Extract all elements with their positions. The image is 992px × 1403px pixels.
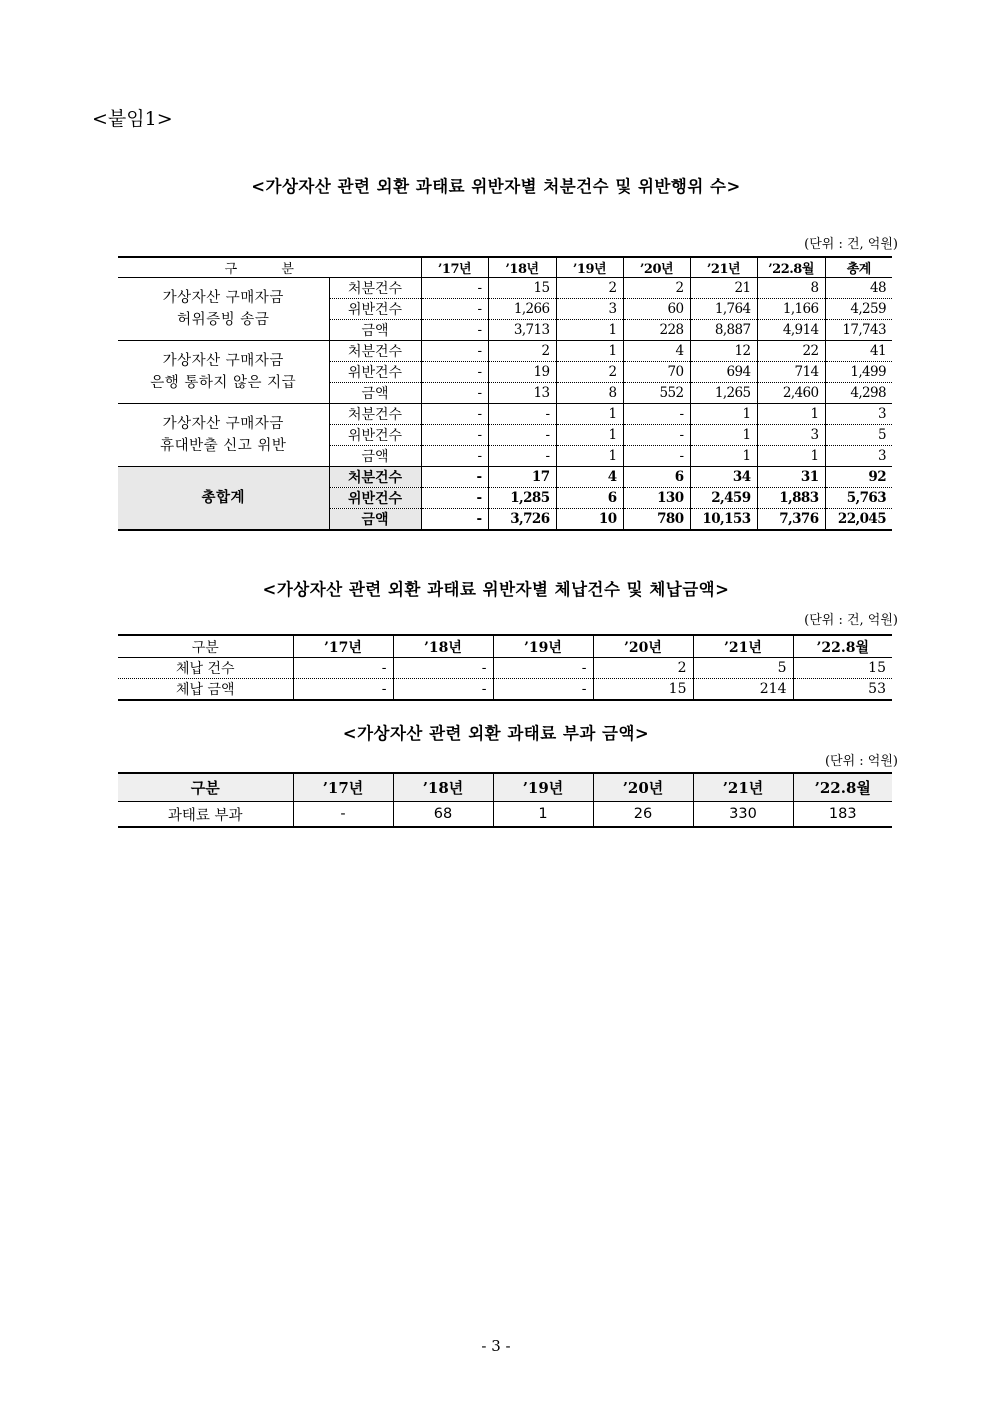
value-cell: 8,887: [690, 320, 757, 341]
value-cell: 53: [793, 679, 892, 701]
value-cell: 5: [693, 658, 793, 679]
value-cell: 1: [556, 425, 623, 446]
value-cell: 5: [825, 425, 892, 446]
group-label-line1: 가상자산 구매자금: [162, 290, 284, 306]
table2-arrears: [118, 634, 892, 701]
value-cell: 70: [623, 362, 690, 383]
value-cell: -: [421, 362, 488, 383]
value-cell: 780: [623, 509, 690, 531]
metric-label: 처분건수: [329, 404, 421, 425]
value-cell: -: [293, 679, 393, 701]
metric-label: 위반건수: [329, 299, 421, 320]
table3-header-year: ’18년: [393, 773, 493, 802]
table2-header-category: 구분: [118, 635, 293, 658]
value-cell: 8: [757, 278, 825, 299]
table2-title: <가상자산 관련 외환 과태료 위반자별 체납건수 및 체납금액>: [262, 580, 730, 599]
value-cell: 1: [690, 404, 757, 425]
value-cell: -: [393, 679, 493, 701]
value-cell: 1: [690, 425, 757, 446]
attachment-label: <붙임1>: [92, 108, 173, 130]
value-cell: -: [421, 509, 488, 531]
table1-header-row: [118, 257, 892, 278]
value-cell: 4: [556, 467, 623, 488]
value-cell: 1: [556, 446, 623, 467]
group-label: [118, 341, 329, 404]
value-cell: 60: [623, 299, 690, 320]
metric-label: 금액: [329, 509, 421, 531]
value-cell: -: [421, 404, 488, 425]
value-cell: 8: [556, 383, 623, 404]
value-cell: 1: [690, 446, 757, 467]
value-cell: -: [421, 320, 488, 341]
table1-title: <가상자산 관련 외환 과태료 위반자별 처분건수 및 위반행위 수>: [251, 177, 741, 196]
value-cell: 4,298: [825, 383, 892, 404]
value-cell: 15: [593, 679, 693, 701]
value-cell: 92: [825, 467, 892, 488]
table1-header-year: ’21년: [690, 257, 757, 278]
value-cell: -: [488, 404, 556, 425]
table-row: [118, 278, 892, 299]
value-cell: 130: [623, 488, 690, 509]
table3-header-year: ’19년: [493, 773, 593, 802]
metric-label: 처분건수: [329, 467, 421, 488]
value-cell: -: [421, 488, 488, 509]
value-cell: 1,266: [488, 299, 556, 320]
metric-label: 위반건수: [329, 425, 421, 446]
metric-label: 금액: [329, 446, 421, 467]
table3-title: <가상자산 관련 외환 과태료 부과 금액>: [342, 724, 650, 743]
value-cell: 4,259: [825, 299, 892, 320]
value-cell: 10,153: [690, 509, 757, 531]
table3-header-year: ’22.8월: [793, 773, 892, 802]
value-cell: 12: [690, 341, 757, 362]
value-cell: 48: [825, 278, 892, 299]
group-label-line1: 가상자산 구매자금: [162, 353, 284, 369]
group-label: [118, 404, 329, 467]
value-cell: -: [421, 383, 488, 404]
table1-unit: (단위 : 건, 억원): [804, 237, 898, 252]
value-cell: 1: [556, 404, 623, 425]
value-cell: 1: [493, 802, 593, 828]
value-cell: 1: [757, 446, 825, 467]
table3-header-row: [118, 773, 892, 802]
value-cell: -: [623, 425, 690, 446]
table2-unit: (단위 : 건, 억원): [804, 613, 898, 628]
value-cell: 41: [825, 341, 892, 362]
value-cell: 6: [556, 488, 623, 509]
value-cell: -: [293, 658, 393, 679]
value-cell: 26: [593, 802, 693, 828]
table1-header-category: 구 분: [118, 257, 421, 278]
table1-header-total: 총계: [825, 257, 892, 278]
group-label: [118, 278, 329, 341]
value-cell: -: [421, 425, 488, 446]
row-label: 과태료 부과: [167, 807, 243, 824]
row-label: 체납 금액: [175, 682, 235, 698]
value-cell: 68: [393, 802, 493, 828]
value-cell: 1: [556, 320, 623, 341]
table2-header-year: ’22.8월: [793, 635, 892, 658]
value-cell: -: [493, 658, 593, 679]
value-cell: 714: [757, 362, 825, 383]
value-cell: 15: [488, 278, 556, 299]
group-label-line1: 가상자산 구매자금: [162, 416, 284, 432]
value-cell: 228: [623, 320, 690, 341]
value-cell: 10: [556, 509, 623, 531]
value-cell: 1,883: [757, 488, 825, 509]
value-cell: 17: [488, 467, 556, 488]
value-cell: 3,713: [488, 320, 556, 341]
metric-label: 금액: [329, 383, 421, 404]
table2-header-year: ’19년: [493, 635, 593, 658]
table3-header-year: ’20년: [593, 773, 693, 802]
value-cell: 2: [593, 658, 693, 679]
table2-header-row: [118, 635, 892, 658]
table1-header-year: ’17년: [421, 257, 488, 278]
value-cell: -: [421, 299, 488, 320]
value-cell: 2: [556, 362, 623, 383]
group-label: [118, 467, 329, 531]
value-cell: 183: [793, 802, 892, 828]
metric-label: 금액: [329, 320, 421, 341]
value-cell: 4,914: [757, 320, 825, 341]
value-cell: 694: [690, 362, 757, 383]
value-cell: -: [293, 802, 393, 828]
value-cell: 5,763: [825, 488, 892, 509]
table-row: [118, 404, 892, 425]
group-label-line1: 총합계: [201, 489, 246, 506]
value-cell: -: [623, 446, 690, 467]
group-label-line2: 휴대반출 신고 위반: [160, 438, 287, 454]
value-cell: -: [421, 341, 488, 362]
value-cell: -: [421, 446, 488, 467]
table3-unit: (단위 : 억원): [824, 754, 898, 769]
table1-header-year: ’20년: [623, 257, 690, 278]
group-label-line2: 허위증빙 송금: [177, 312, 270, 328]
table3-header-year: ’17년: [293, 773, 393, 802]
value-cell: 214: [693, 679, 793, 701]
value-cell: 3,726: [488, 509, 556, 531]
page-number: - 3 -: [481, 1337, 511, 1355]
value-cell: 2,459: [690, 488, 757, 509]
value-cell: 2,460: [757, 383, 825, 404]
value-cell: 1,285: [488, 488, 556, 509]
value-cell: 6: [623, 467, 690, 488]
metric-label: 처분건수: [329, 278, 421, 299]
value-cell: 7,376: [757, 509, 825, 531]
value-cell: 22,045: [825, 509, 892, 531]
value-cell: 2: [623, 278, 690, 299]
value-cell: -: [488, 425, 556, 446]
value-cell: 34: [690, 467, 757, 488]
value-cell: 13: [488, 383, 556, 404]
value-cell: 15: [793, 658, 892, 679]
value-cell: -: [488, 446, 556, 467]
value-cell: 552: [623, 383, 690, 404]
value-cell: 1,166: [757, 299, 825, 320]
table2-header-year: ’20년: [593, 635, 693, 658]
value-cell: -: [393, 658, 493, 679]
value-cell: -: [623, 404, 690, 425]
value-cell: 19: [488, 362, 556, 383]
value-cell: 2: [488, 341, 556, 362]
value-cell: 17,743: [825, 320, 892, 341]
value-cell: -: [493, 679, 593, 701]
value-cell: 4: [623, 341, 690, 362]
table1-header-year: ’22.8월: [757, 257, 825, 278]
row-label: 체납 건수: [118, 658, 293, 679]
value-cell: -: [421, 278, 488, 299]
value-cell: 31: [757, 467, 825, 488]
table-row: [118, 341, 892, 362]
value-cell: 3: [757, 425, 825, 446]
value-cell: 1,265: [690, 383, 757, 404]
value-cell: 3: [825, 404, 892, 425]
value-cell: 330: [693, 802, 793, 828]
table1-header-year: ’19년: [556, 257, 623, 278]
value-cell: 2: [556, 278, 623, 299]
value-cell: 1,764: [690, 299, 757, 320]
table1-header-year: ’18년: [488, 257, 556, 278]
metric-label: 위반건수: [329, 488, 421, 509]
table2-header-year: ’17년: [293, 635, 393, 658]
value-cell: 3: [825, 446, 892, 467]
table-row: [118, 679, 892, 701]
table-row: [118, 802, 892, 828]
table-row: [118, 467, 892, 488]
table2-header-year: ’21년: [693, 635, 793, 658]
value-cell: 3: [556, 299, 623, 320]
table2-header-year: ’18년: [393, 635, 493, 658]
metric-label: 처분건수: [329, 341, 421, 362]
table1-disposition: [118, 256, 892, 531]
metric-label: 위반건수: [329, 362, 421, 383]
table-row: [118, 658, 892, 679]
value-cell: -: [421, 467, 488, 488]
table3-header-year: ’21년: [693, 773, 793, 802]
value-cell: 1: [556, 341, 623, 362]
value-cell: 1,499: [825, 362, 892, 383]
value-cell: 22: [757, 341, 825, 362]
value-cell: 1: [757, 404, 825, 425]
group-label-line2: 은행 통하지 않은 지급: [150, 375, 297, 391]
table3-header-category: 구분: [118, 773, 293, 802]
table3-penalty: [118, 772, 892, 828]
value-cell: 21: [690, 278, 757, 299]
